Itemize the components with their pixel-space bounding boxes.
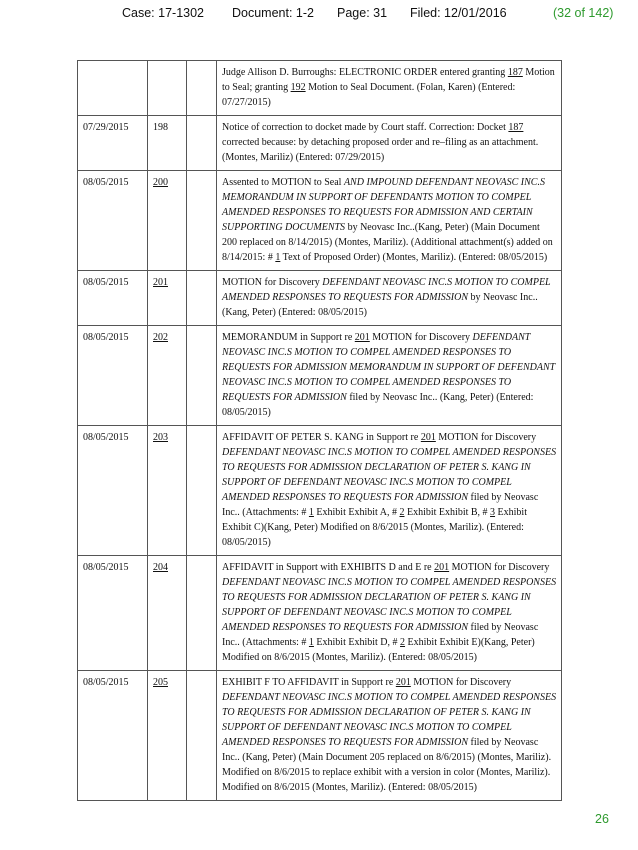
docket-text-segment: Exhibit Exhibit D, # [313,637,401,648]
docket-title-text: DEFENDANT NEOVASC INC.S MOTION TO COMPEL AMENDED RESPONSES TO REQUESTS FOR ADMISSION DECLARATION OF PETER S. KANG IN SUPPORT OF DEFENDANT NEOVASC INC.S MOTION TO COMPEL AMENDED RESPONSES TO REQUESTS FOR ADMISSION [222,447,557,503]
docket-date: 08/05/2015 [78,326,148,426]
docket-date: 08/05/2015 [78,426,148,556]
docket-number [148,61,187,116]
docket-text [217,61,562,116]
docket-text [217,556,562,671]
docket-date: 08/05/2015 [78,671,148,801]
docket-row [78,426,562,556]
docket-text-segment: Judge Allison D. Burroughs: ELECTRONIC ORDER entered granting [222,67,508,78]
docket-text-segment: filed by Neovasc Inc.. (Kang, Peter) (Main Document 205 replaced on 8/6/2015) (Montes, Mariliz). Modified on 8/6/2015 to replace exhibit with a version in color (Montes, Mariliz). Modified on 8/6/2015 (Montes, Mariliz). (Entered: 08/05/2015) [222,737,552,793]
docket-text-segment: MOTION for Discovery [410,677,512,688]
docket-text-segment: MOTION for Discovery [449,562,550,573]
docket-row [78,326,562,426]
docket-text [217,671,562,801]
docket-spacer [187,61,217,116]
docket-reference-link[interactable]: 187 [507,67,523,78]
docket-text-segment: Exhibit Exhibit B, # [404,507,491,518]
docket-reference-link[interactable]: 2 [400,637,406,648]
docket-text-segment: filed by Neovasc Inc.. (Kang, Peter) (Entered: 08/05/2015) [222,392,534,418]
docket-text-segment: Text of Proposed Order) (Montes, Mariliz). (Entered: 08/05/2015) [280,252,548,263]
docket-spacer [187,271,217,326]
docket-spacer [187,556,217,671]
docket-date: 08/05/2015 [78,171,148,271]
docket-text-segment: Exhibit Exhibit C)(Kang, Peter) Modified on 8/6/2015 (Montes, Mariliz). (Entered: 08/05/2015) [222,507,527,548]
docket-text-segment: Exhibit Exhibit A, # [313,507,400,518]
docket-text-segment: Motion to Seal; granting [222,67,555,93]
docket-table [77,60,562,801]
docket-reference-link[interactable]: 201 [434,562,450,573]
docket-text-segment: MOTION for Discovery [369,332,473,343]
docket-text [217,326,562,426]
docket-text-segment: corrected because: by detaching proposed order and re–filing as an attachment. (Montes, Mariliz) (Entered: 07/29/2015) [222,137,539,163]
docket-text-segment: EXHIBIT F TO AFFIDAVIT in Support re [222,677,396,688]
docket-text [217,116,562,171]
docket-text-segment: AFFIDAVIT OF PETER S. KANG in Support re [222,432,421,443]
docket-text-segment: MOTION for Discovery [222,277,323,288]
docket-text-segment: Exhibit Exhibit E)(Kang, Peter) Modified on 8/6/2015 (Montes, Mariliz). (Entered: 08/05/2015) [222,637,535,663]
docket-reference-link[interactable]: 2 [399,507,405,518]
docket-reference-link[interactable]: 1 [308,507,314,518]
docket-reference-link[interactable]: 201 [420,432,436,443]
docket-number[interactable]: 203 [148,426,187,556]
docket-date: 08/05/2015 [78,271,148,326]
docket-text-segment: by Neovasc Inc..(Kang, Peter) (Entered: 08/05/2015) [222,292,538,318]
docket-text [217,171,562,271]
docket-date: 07/29/2015 [78,116,148,171]
docket-reference-link[interactable]: 1 [308,637,314,648]
docket-number[interactable]: 205 [148,671,187,801]
docket-text-segment: by Neovasc Inc..(Kang, Peter) (Main Document 200 replaced on 8/14/2015) (Montes, Mariliz). (Additional attachment(s) added on 8/14/2015: # [222,222,553,263]
docket-text-segment: Assented to MOTION to Seal [222,177,344,188]
docket-row [78,671,562,801]
docket-number[interactable]: 200 [148,171,187,271]
docket-text-segment: Motion to Seal Document. (Folan, Karen) (Entered: 07/27/2015) [222,82,516,108]
docket-title-text: DEFENDANT NEOVASC INC.S MOTION TO COMPEL AMENDED RESPONSES TO REQUESTS FOR ADMISSION [222,277,551,303]
docket-text-segment: filed by Neovasc Inc.. (Attachments: # [222,622,539,648]
docket-row [78,271,562,326]
case-number: Case: 17-1302 [122,6,205,20]
docket-title-text: DEFENDANT NEOVASC INC.S MOTION TO COMPEL AMENDED RESPONSES TO REQUESTS FOR ADMISSION MEMORANDUM IN SUPPORT OF DEFENDANT NEOVASC INC.S MOTION TO COMPEL AMENDED RESPONSES TO REQUESTS FOR ADMISSION [222,332,556,403]
docket-date: 08/05/2015 [78,556,148,671]
docket-reference-link[interactable]: 201 [354,332,370,343]
docket-text-segment: MOTION for Discovery [435,432,537,443]
docket-row [78,61,562,116]
docket-text-segment: Notice of correction to docket made by Court staff. Correction: Docket [222,122,509,133]
docket-number[interactable]: 202 [148,326,187,426]
docket-reference-link[interactable]: 187 [508,122,524,133]
docket-reference-link[interactable]: 3 [490,507,496,518]
docket-text [217,426,562,556]
docket-title-text: DEFENDANT NEOVASC INC.S MOTION TO COMPEL AMENDED RESPONSES TO REQUESTS FOR ADMISSION DECLARATION OF PETER S. KANG IN SUPPORT OF DEFENDANT NEOVASC INC.S MOTION TO COMPEL AMENDED RESPONSES TO REQUESTS FOR ADMISSION [222,577,557,633]
docket-title-text: AND IMPOUND DEFENDANT NEOVASC INC.S MEMORANDUM IN SUPPORT OF DEFENDANTS MOTION TO COMPEL AMENDED RESPONSES TO REQUESTS FOR ADMISSION AND CERTAIN SUPPORTING DOCUMENTS [222,177,545,233]
page-number: 26 [595,812,609,826]
docket-date [78,61,148,116]
page-label: Page: 31 [337,6,388,20]
docket-reference-link[interactable]: 1 [275,252,281,263]
docket-spacer [187,426,217,556]
docket-text-segment: filed by Neovasc Inc.. (Attachments: # [222,492,539,518]
docket-number[interactable]: 204 [148,556,187,671]
docket-spacer [187,116,217,171]
docket-title-text: DEFENDANT NEOVASC INC.S MOTION TO COMPEL AMENDED RESPONSES TO REQUESTS FOR ADMISSION DECLARATION OF PETER S. KANG IN SUPPORT OF DEFENDANT NEOVASC INC.S MOTION TO COMPEL AMENDED RESPONSES TO REQUESTS FOR ADMISSION [222,692,557,748]
docket-reference-link[interactable]: 192 [290,82,306,93]
docket-number[interactable]: 201 [148,271,187,326]
docket-text-segment: MEMORANDUM in Support re [222,332,355,343]
filed-date: Filed: 12/01/2016 [410,6,507,20]
docket-spacer [187,671,217,801]
docket-reference-link[interactable]: 201 [395,677,411,688]
docket-row [78,556,562,671]
docket-text [217,271,562,326]
docket-spacer [187,326,217,426]
docket-row [78,116,562,171]
page-header [0,6,638,30]
page-count: (32 of 142) [553,6,614,20]
docket-spacer [187,171,217,271]
docket-row [78,171,562,271]
docket-text-segment: AFFIDAVIT in Support with EXHIBITS D and E re [222,562,435,573]
document-number: Document: 1-2 [232,6,314,20]
docket-number: 198 [148,116,187,171]
